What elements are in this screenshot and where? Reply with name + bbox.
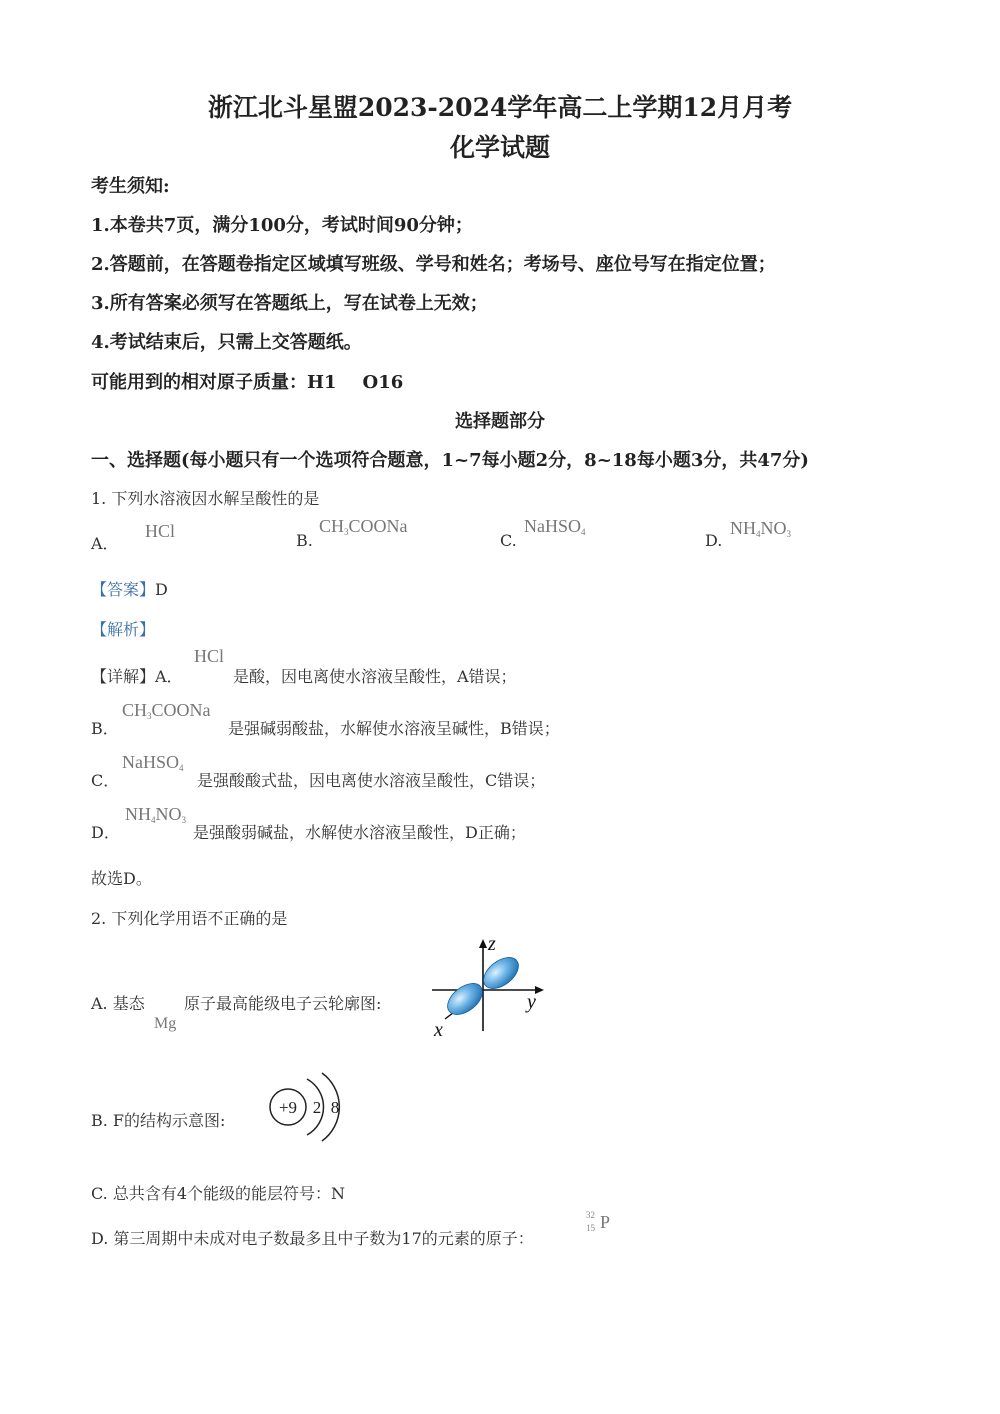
q1-detail-c-label: C．: [91, 771, 120, 790]
q1-detail-a-label: 【详解】A．: [91, 667, 183, 686]
q1-option-d-formula: $NH_4NO_3$: [730, 518, 791, 539]
axis-label-y: y: [527, 991, 536, 1013]
atomic-mass-o: O16: [362, 372, 404, 393]
q1-detail-b-formula: $CH_3COONa$: [122, 700, 211, 721]
nucleus-charge: +9: [278, 1098, 298, 1117]
q1-answer: [91, 577, 168, 600]
fluorine-structure-diagram: [262, 1067, 352, 1147]
q1-option-b-label: B.: [296, 531, 313, 550]
q1-option-a-formula: HCl: [145, 521, 176, 541]
q1-option-c-formula: NaHSO$_4$: [524, 516, 586, 537]
shell-1-electrons: 2: [312, 1098, 322, 1117]
q1-detail-a-text: 是酸，因电离使水溶液呈酸性，A错误；: [233, 667, 517, 686]
p-orbital-diagram: [430, 936, 550, 1040]
orbital-lobe-upper: [478, 951, 524, 995]
q1-option-d-label: D.: [705, 531, 723, 550]
answer-label: 【答案】: [91, 580, 156, 599]
q2-option-b-text: B. F的结构示意图:: [91, 1111, 226, 1130]
atomic-mass-line: [91, 368, 403, 394]
axis-label-z: z: [488, 936, 496, 955]
answer-value: D: [155, 580, 168, 599]
notice-item-4: 4.考试结束后，只需上交答题纸。: [91, 332, 362, 353]
axis-label-x: x: [434, 1019, 443, 1040]
notice-item-1: 1.本卷共7页，满分100分，考试时间90分钟；: [91, 215, 473, 236]
q1-option-c-label: C.: [500, 531, 517, 550]
orbital-lobe-lower: [442, 977, 488, 1021]
q2-option-a-element: Mg: [154, 1015, 177, 1032]
atomic-mass-label: 可能用到的相对原子质量：: [91, 372, 307, 393]
q2-option-a-pre: A. 基态: [91, 994, 145, 1013]
page-title: 浙江北斗星盟2023-2024学年高二上学期12月月考: [207, 93, 793, 122]
q1-detail-b-text: 是强碱弱酸盐，水解使水溶液呈碱性，B错误；: [228, 719, 560, 738]
q1-detail-b-label: B．: [91, 719, 119, 738]
q1-detail-d-text: 是强酸弱碱盐，水解使水溶液呈酸性，D正确；: [193, 823, 526, 842]
page-subtitle: 化学试题: [449, 133, 550, 162]
q2-option-d-text: D. 第三周期中未成对电子数最多且中子数为17的元素的原子：: [91, 1229, 534, 1248]
section-heading: 一、选择题(每小题只有一个选项符合题意，1~7每小题2分，8~18每小题3分，共47分): [91, 450, 809, 471]
isotope-mass-number: 32: [586, 1210, 595, 1220]
q1-detail-d-label: D．: [91, 823, 120, 842]
q1-analysis-label: 【解析】: [91, 620, 156, 639]
section-title: 选择题部分: [455, 411, 545, 432]
q1-option-a-label: A．: [91, 534, 119, 553]
y-axis-arrow-icon: [535, 986, 544, 994]
q1-detail-a-formula: HCl: [194, 646, 225, 666]
isotope-symbol: P: [600, 1212, 611, 1232]
notice-item-2: 2.答题前，在答题卷指定区域填写班级、学号和姓名；考场号、座位号写在指定位置；: [91, 254, 776, 275]
q2-option-a-post: 原子最高能级电子云轮廓图:: [184, 994, 382, 1013]
shell-2-electrons: 8: [330, 1098, 340, 1117]
z-axis-arrow-icon: [479, 939, 487, 948]
q1-stem: 1. 下列水溶液因水解呈酸性的是: [91, 489, 320, 508]
q1-conclusion: 故选D。: [91, 869, 152, 888]
q2-option-c-text: C. 总共含有4个能级的能层符号：N: [91, 1184, 346, 1203]
q1-detail-c-text: 是强酸酸式盐，因电离使水溶液呈酸性，C错误；: [197, 771, 546, 790]
notice-heading: 考生须知:: [91, 176, 170, 197]
q1-option-b-formula: $CH_3COONa$: [319, 516, 408, 537]
isotope-notation: [586, 1210, 616, 1240]
notice-item-3: 3.所有答案必须写在答题纸上，写在试卷上无效；: [91, 293, 488, 314]
isotope-atomic-number: 15: [586, 1223, 595, 1233]
q1-detail-c-formula: NaHSO$_4$: [122, 752, 184, 773]
q2-stem: 2. 下列化学用语不正确的是: [91, 909, 288, 928]
q1-detail-d-formula: $NH_4NO_3$: [125, 804, 186, 825]
atomic-mass-h: H1: [307, 372, 337, 393]
